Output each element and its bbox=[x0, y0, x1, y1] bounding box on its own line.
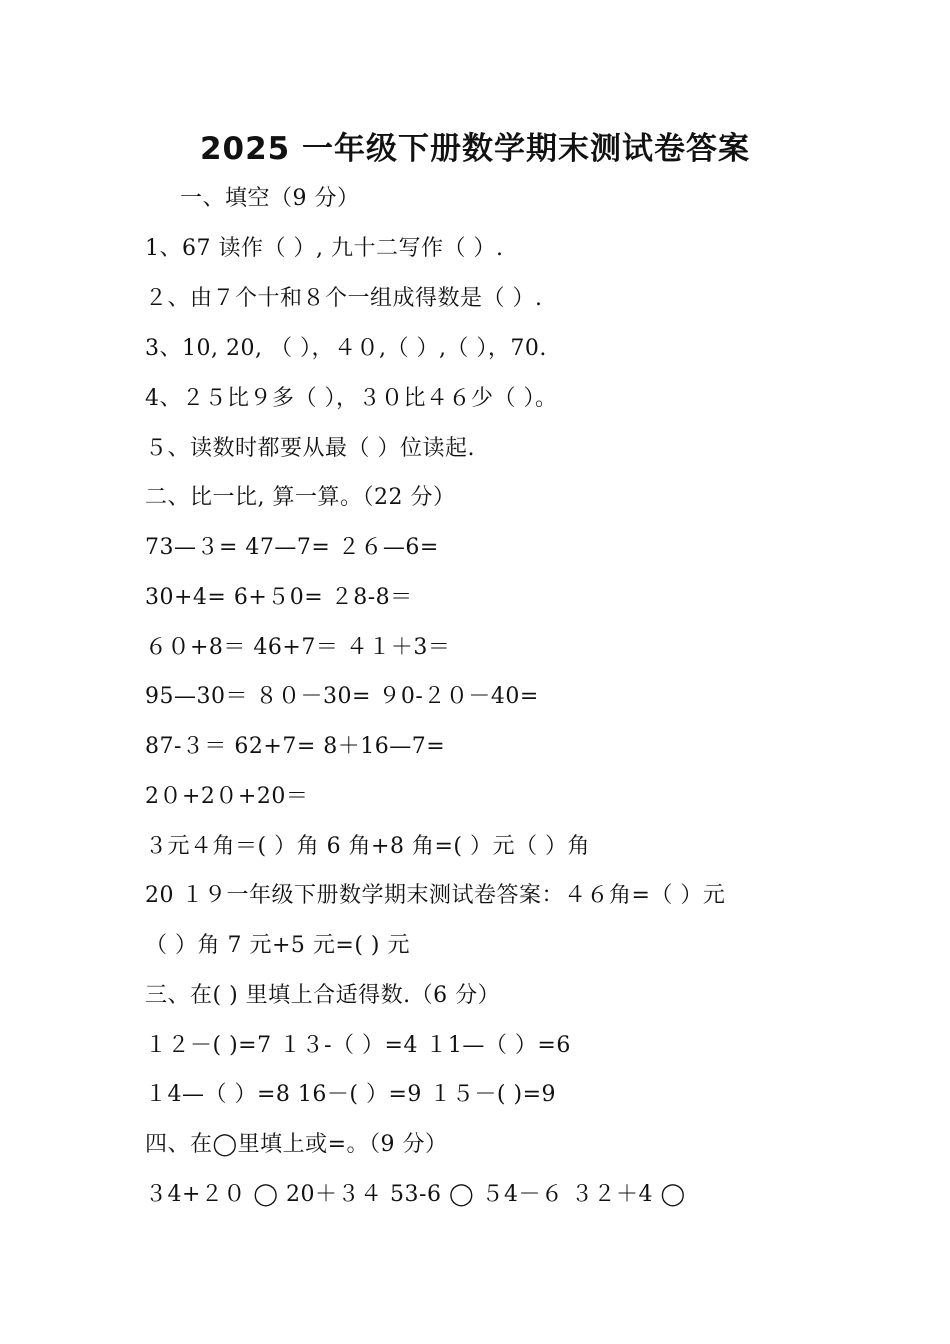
question-line: ２、由７个十和８个一组成得数是（ ）. bbox=[145, 286, 543, 311]
money-conversion-line: （ ）角 7 元+5 元=( ) 元 bbox=[145, 933, 410, 958]
question-line: 4、２５比９多（ ），３０比４６少（ ）。 bbox=[145, 386, 558, 411]
money-conversion-line: 20 １９一年级下册数学期末测试卷答案：４６角=（ ）元 bbox=[145, 883, 726, 908]
question-line: 3、10, 20, （ ），４０,（ ）,（ ），70. bbox=[145, 336, 547, 361]
section-heading-compare-calc: 二、比一比, 算一算。（22 分） bbox=[145, 485, 456, 510]
question-line: 1、67 读作（ ）, 九十二写作（ ）. bbox=[145, 236, 504, 261]
comparison-line: ３4+２０ ◯ 20＋３４ 53-6 ◯ ５4－６ ３２＋4 ◯ bbox=[145, 1182, 686, 1207]
calculation-line: ６０+8＝ 46+7＝ ４１＋3＝ bbox=[145, 635, 451, 660]
question-line: ５、读数时都要从最（ ）位读起. bbox=[145, 436, 475, 461]
document-title: 2025 一年级下册数学期末测试卷答案 bbox=[199, 131, 751, 167]
section-heading-compare-symbols: 四、在◯里填上或=。（9 分） bbox=[145, 1132, 448, 1157]
section-heading-fill-blank: 一、填空（9 分） bbox=[180, 186, 360, 211]
calculation-line: 87-３＝ 62+7= 8＋16—7= bbox=[145, 734, 446, 759]
calculation-line: １２－( )=7 １３-（ ）=4 １1—（ ）=6 bbox=[145, 1033, 571, 1058]
calculation-line: 73—３= 47—7= ２６—6= bbox=[145, 535, 439, 560]
calculation-line: 2０+2０+20＝ bbox=[145, 784, 309, 809]
calculation-line: 30+4= 6+５0= ２8-8＝ bbox=[145, 585, 413, 610]
calculation-line: １4—（ ）=8 16－( ）=9 １５－( )=9 bbox=[145, 1082, 556, 1107]
calculation-line: 95—30＝ ８０－30= ９0-２０－40= bbox=[145, 684, 539, 709]
section-heading-fill-numbers: 三、在( ) 里填上合适得数.（6 分） bbox=[145, 983, 501, 1008]
money-conversion-line: ３元４角＝( ）角 6 角+8 角=( ）元（ ）角 bbox=[145, 834, 590, 859]
